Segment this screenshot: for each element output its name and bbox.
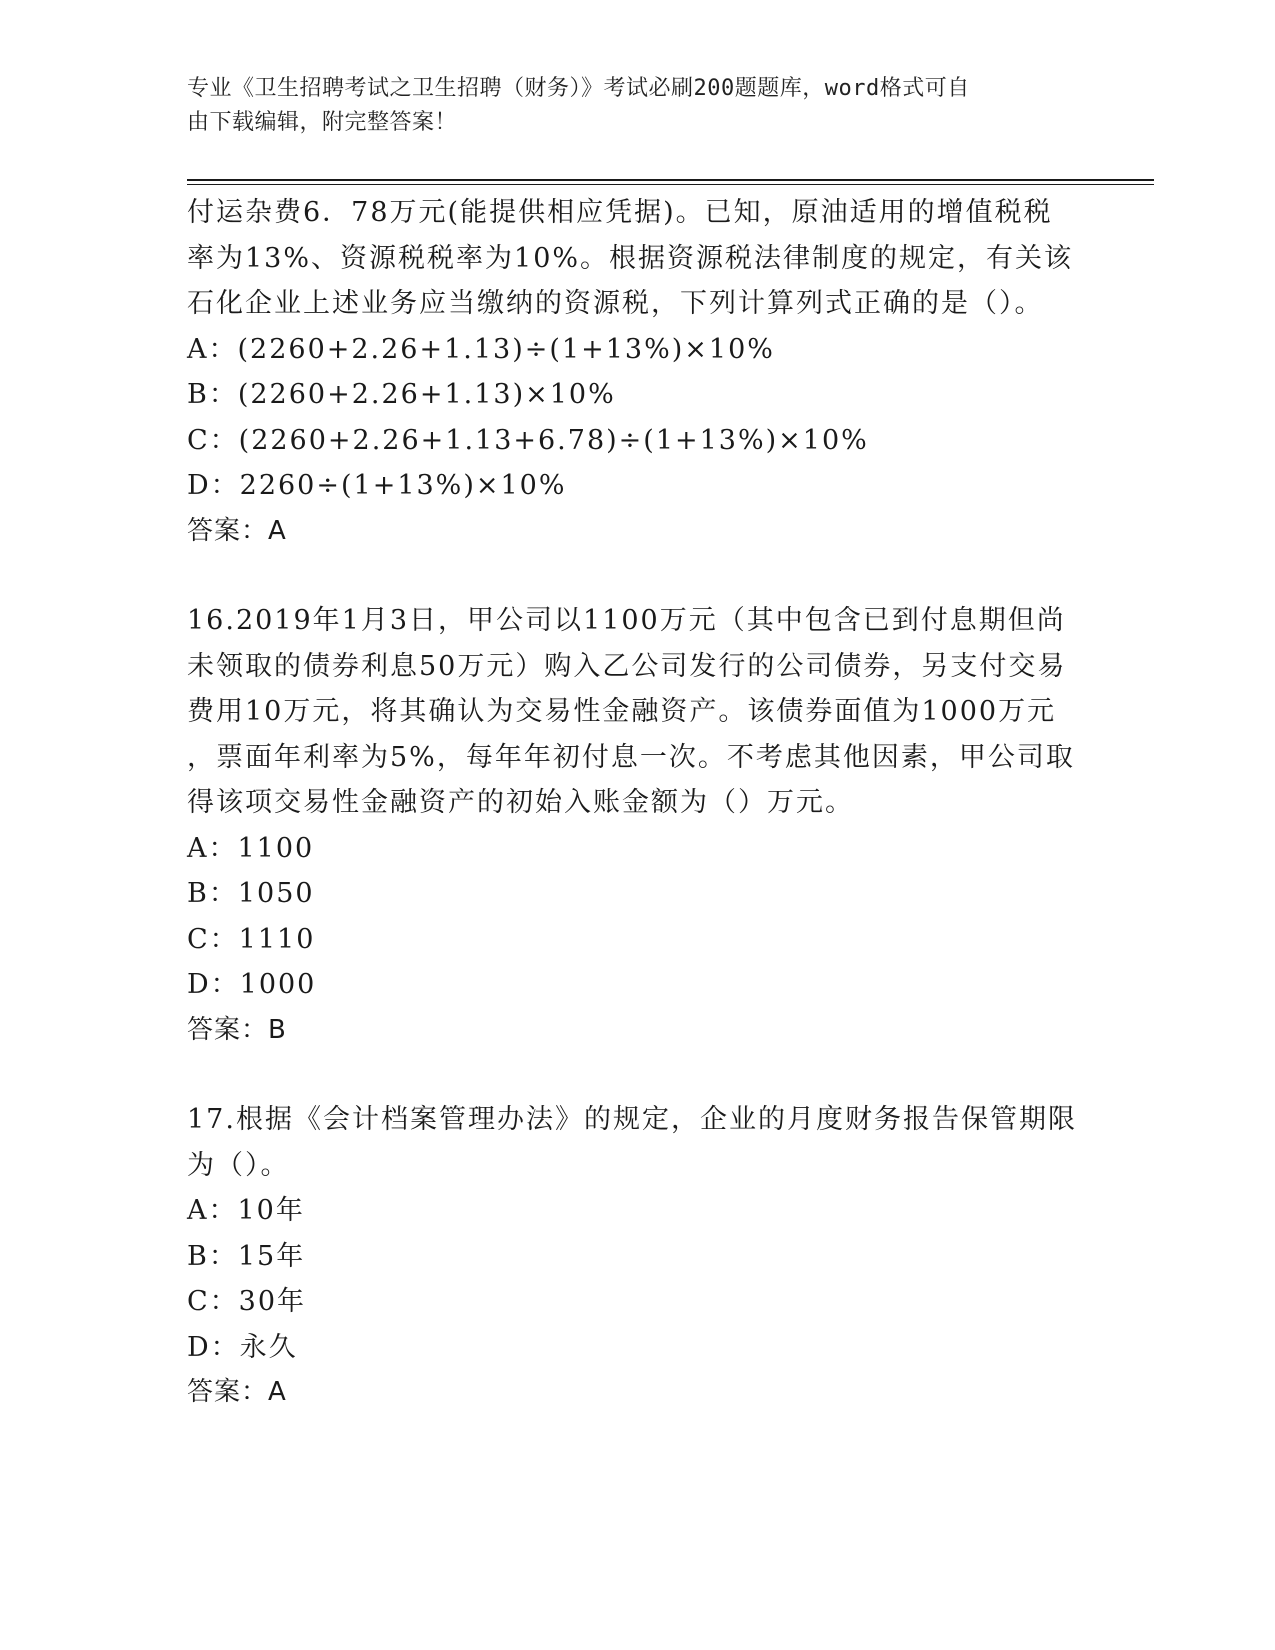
question-text-line: 未领取的债券利息50万元）购入乙公司发行的公司债券，另支付交易: [187, 650, 1067, 682]
question-text-line: 石化企业上述业务应当缴纳的资源税，下列计算列式正确的是（）。: [187, 288, 1044, 319]
option-c: C：30年: [187, 1286, 307, 1317]
question-text-line: ，票面年利率为5%，每年年初付息一次。不考虑其他因素，甲公司取: [187, 741, 1075, 773]
question-spacer: [187, 1053, 1087, 1097]
question-text-line: 16.2019年1月3日，甲公司以1100万元（其中包含已到付息期但尚: [187, 605, 1066, 636]
question-text-line: 率为13%、资源税税率为10%。根据资源税法律制度的规定，有关该: [187, 242, 1074, 274]
question-text-line: 17.根据《会计档案管理办法》的规定，企业的月度财务报告保管期限: [187, 1104, 1077, 1135]
question-text-line: 为（）。: [187, 1149, 290, 1181]
header-divider-thin: [187, 184, 1154, 185]
question-list: [187, 190, 1087, 1416]
question-block-16: [187, 598, 1087, 1053]
question-text-line: 付运杂费6．78万元(能提供相应凭据)。已知，原油适用的增值税税: [187, 197, 1053, 228]
question-block-15: [187, 190, 1087, 554]
answer-label: 答案：B: [187, 1014, 287, 1045]
option-d: D：1000: [187, 969, 317, 1000]
option-b: B：15年: [187, 1240, 306, 1272]
option-a: A：1100: [187, 832, 315, 864]
question-block-17: [187, 1097, 1087, 1416]
option-d: D：2260÷(1+13%)×10%: [187, 470, 567, 501]
header-divider-thick: [187, 179, 1154, 181]
option-d: D：永久: [187, 1331, 298, 1363]
answer-label: 答案：A: [187, 515, 287, 546]
option-b: B：1050: [187, 878, 315, 909]
question-text-line: 费用10万元，将其确认为交易性金融资产。该债券面值为1000万元: [187, 696, 1057, 727]
option-a: A：10年: [187, 1195, 305, 1226]
header-line-1: 专业《卫生招聘考试之卫生招聘（财务）》考试必刷200题题库，word格式可自: [187, 76, 970, 101]
question-text-line: 得该项交易性金融资产的初始入账金额为（）万元。: [187, 787, 854, 818]
option-a: A：(2260+2.26+1.13)÷(1+13%)×10%: [187, 333, 775, 365]
header-line-2: 由下载编辑，附完整答案！: [187, 110, 458, 135]
option-b: B：(2260+2.26+1.13)×10%: [187, 379, 616, 410]
document-header: [187, 72, 1067, 140]
option-c: C：(2260+2.26+1.13+6.78)÷(1+13%)×10%: [187, 424, 869, 456]
question-spacer: [187, 554, 1087, 598]
answer-label: 答案：A: [187, 1377, 287, 1407]
option-c: C：1110: [187, 923, 316, 955]
